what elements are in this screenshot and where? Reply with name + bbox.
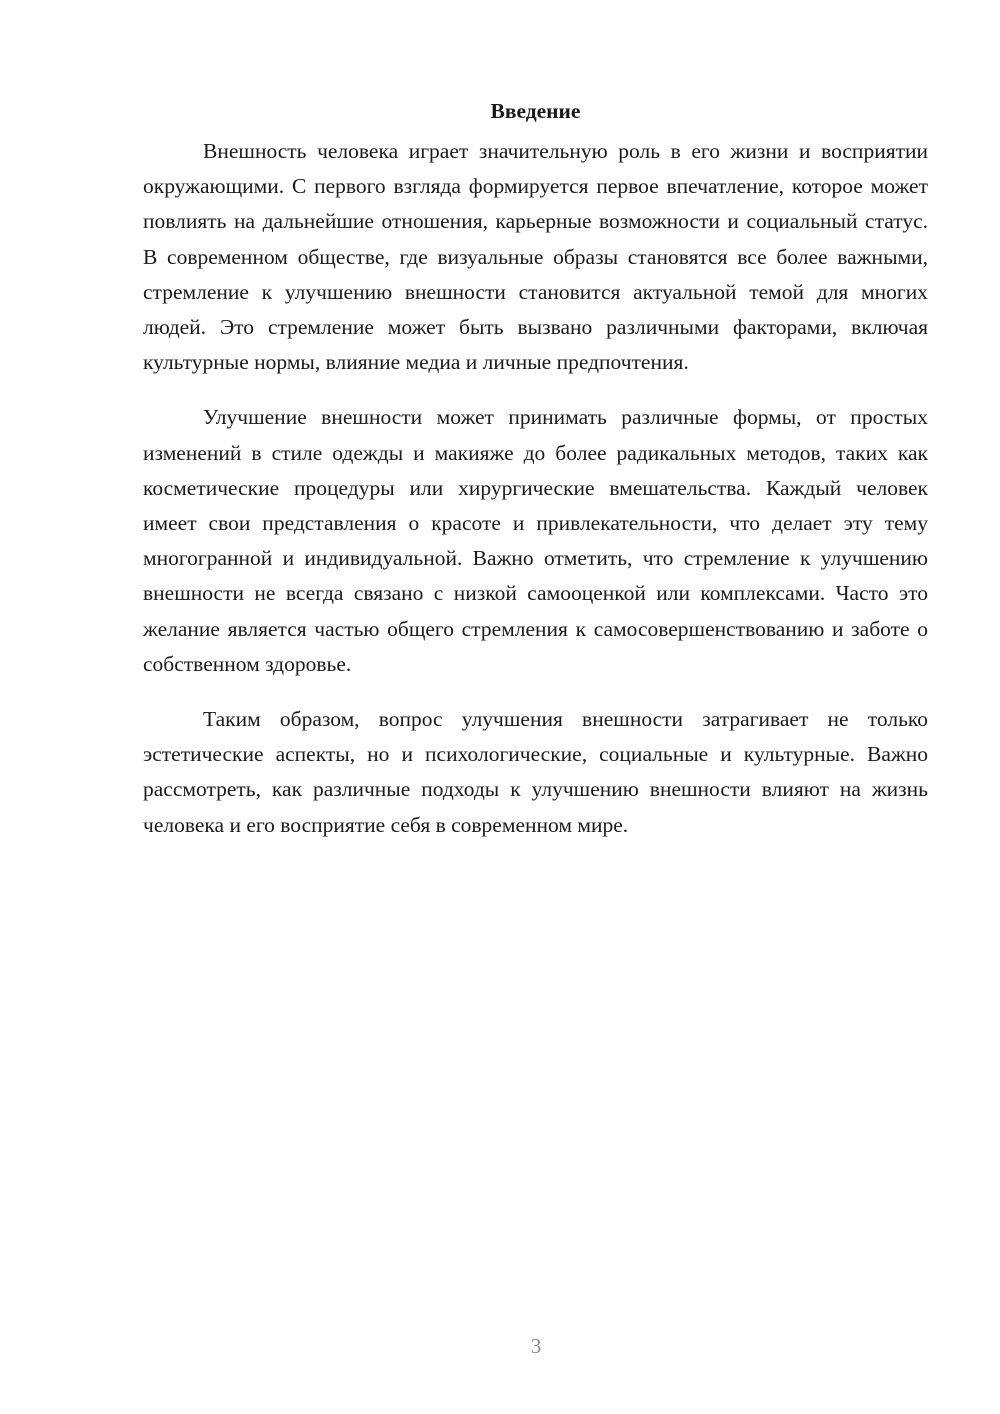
paragraph-1: Внешность человека играет значительную роль в его жизни и восприятии окружающими. С первого взгляда формируется первое впечатление, которое может повлиять на дальнейшие отношения, карьерные возможности и социальный статус. В современном обществе, где визуальные образы становятся все более важными, стремление к улучшению внешности становится актуальной темой для многих людей. Это стремление может быть вызвано различными факторами, включая культурные нормы, влияние медиа и личные предпочтения. — [143, 139, 928, 375]
page-content — [143, 96, 928, 863]
section-title: Введение — [490, 99, 581, 123]
paragraph-2: Улучшение внешности может принимать различные формы, от простых изменений в стиле одежды и макияже до более радикальных методов, таких как косметические процедуры или хирургические вмешательства. Каждый человек имеет свои представления о красоте и привлекательности, что делает эту тему многогранной и индивидуальной. Важно отметить, что стремление к улучшению внешности не всегда связано с низкой самооценкой или комплексами. Часто это желание является частью общего стремления к самосовершенствованию и заботе о собственном здоровье. — [143, 405, 928, 676]
page-number: 3 — [530, 1334, 542, 1358]
paragraph-3: Таким образом, вопрос улучшения внешности затрагивает не только эстетические аспекты, но и психологические, социальные и культурные. Важно рассмотреть, как различные подходы к улучшению внешности влияют на жизнь человека и его восприятие себя в современном мире. — [143, 707, 928, 837]
